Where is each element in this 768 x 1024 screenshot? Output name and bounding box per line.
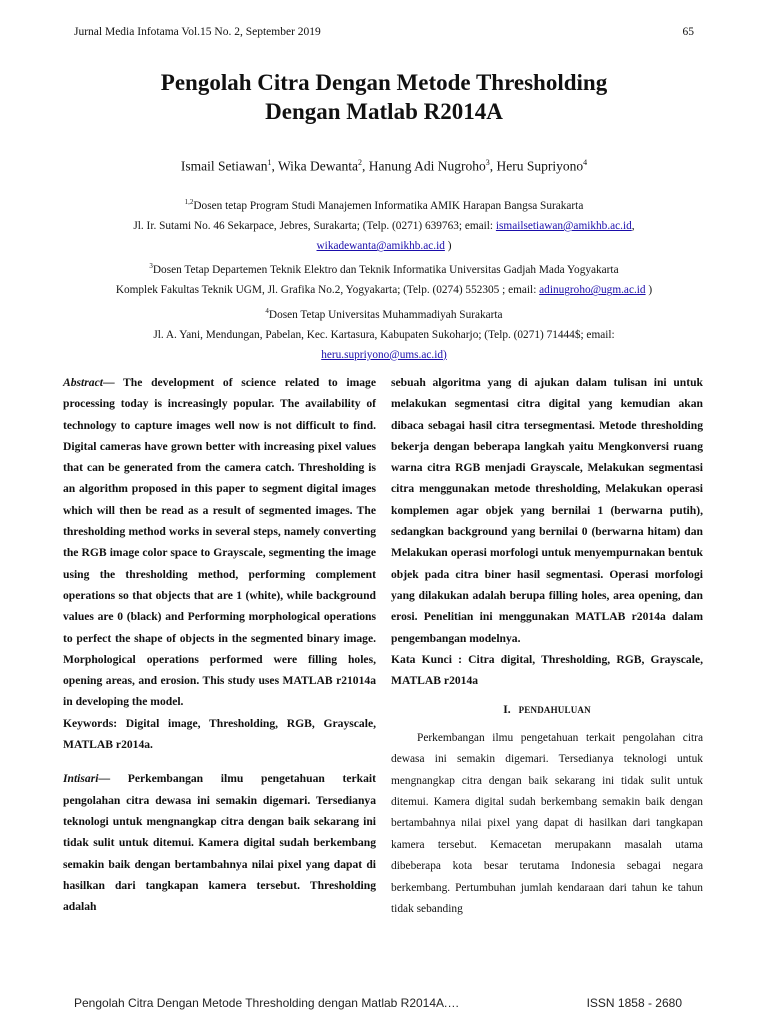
email-link[interactable]: ismailsetiawan@amikhb.ac.id [495, 219, 632, 232]
author-sup: 1 [267, 158, 272, 167]
dash: — [102, 376, 124, 389]
author-sup: 4 [583, 158, 588, 167]
abstract-keywords: Keywords: Digital image, Thresholding, RGB, Grayscale, MATLAB r2014a. [63, 716, 376, 752]
address-text: Jl. Ir. Sutami No. 46 Sekarpace, Jebres, Surakarta; (Telp. (0271) 639763; email: [133, 219, 496, 232]
intisari-paragraph [63, 768, 376, 917]
affiliation-4-address: Jl. A. Yani, Mendungan, Pabelan, Kec. Kartasura, Kabupaten Sukoharjo; (Telp. (0271) 71444$; email: [153, 328, 615, 341]
section-title: PENDAHULUAN [518, 705, 591, 716]
affiliation-sup: 3 [149, 262, 153, 271]
abstract-label: Abstract [63, 376, 103, 389]
close-paren: ) [645, 284, 653, 297]
affiliation-1-email-line [70, 236, 698, 256]
title-line-1: Pengolah Citra Dengan Metode Thresholding [160, 70, 608, 95]
abstract-paragraph [63, 372, 376, 713]
affiliation-4 [70, 301, 698, 325]
footer-title: Pengolah Citra Dengan Metode Thresholding dengan Matlab R2014A.… [74, 996, 460, 1010]
affiliation-text: Dosen Tetap Departemen Teknik Elektro dan Teknik Informatika Universitas Gadjah Mada Yogyakarta [152, 264, 619, 277]
abstract-text: The development of science related to image processing today is increasingly popular. The availability of technology to capture images well now is not difficult to find. Digital cameras have grown better with increasing pixel values that can be generated from the camera catch. Thresholding is an algorithm proposed in this paper to segment digital images which will then be read as a result of segmented images. The thresholding method works in several steps, namely converting the RGB image color space to Grayscale, segmenting the image using the thresholding method, performing complement operations so that objects that are 1 (white), while background values are 0 (black) and Performing morphological operations to perfect the shape of objects in the segmented binary image. Morphological operations performed were filling holes, opening areas, and erosion. This study uses MATLAB r21014a in developing the model. [63, 376, 376, 709]
close-paren: ) [444, 240, 452, 253]
author-list: Ismail Setiawan$^1$, Wika Dewanta$^2$, Hanung Adi Nugroho$^3$, Heru Supriyono$^4$ [180, 158, 588, 174]
affiliation-text: Dosen tetap Program Studi Manajemen Informatika AMIK Harapan Bangsa Surakarta [193, 199, 584, 212]
affiliation-3 [70, 256, 698, 280]
title-line-2: Dengan Matlab R2014A [265, 99, 503, 124]
author-name: Ismail Setiawan [180, 158, 268, 174]
affiliation-text: Dosen Tetap Universitas Muhammadiyah Surakarta [268, 308, 503, 321]
affiliations [70, 192, 698, 365]
spacer [63, 755, 376, 768]
intisari-initial: I [63, 772, 68, 786]
affiliation-4-email-line [70, 345, 698, 365]
email-link[interactable]: adinugroho@ugm.ac.id [539, 284, 646, 297]
author-name: Wika Dewanta [277, 158, 359, 174]
footer-issn: ISSN 1858 - 2680 [586, 996, 682, 1010]
section-heading [391, 699, 703, 721]
author-name: Hanung Adi Nugroho [368, 158, 486, 174]
author-name: Heru Supriyono [496, 158, 584, 174]
paper-title [60, 68, 708, 126]
intisari-keywords: Kata Kunci : Citra digital, Thresholding, RGB, Grayscale, MATLAB r2014a [391, 652, 703, 688]
address-text: Komplek Fakultas Teknik UGM, Jl. Grafika No.2, Yogyakarta; (Telp. (0274) 552305 ; email: [115, 284, 540, 297]
author-sup: 3 [485, 158, 490, 167]
left-column [63, 372, 376, 917]
page-number: 65 [682, 26, 694, 38]
affiliation-3-address [70, 280, 698, 300]
section-body: Perkembangan ilmu pengetahuan terkait pengolahan citra dewasa ini semakin digemari. Tersedianya teknologi untuk mengnangkap citra dengan baik sekarang ini tidak sulit untuk ditemui. Kamera digital sudah berkembang semakin baik dengan bertambahnya nilai pixel yang dapat di hasilkan dari tangkapan kamera tersebut. Kemacetan merupakann masalah utama dibeberapa kota besar terutama Indonesia sebagai negara berkembang. Pertumbuhan jumlah kendaraan dari tahun ke tahun tidak sebanding [391, 731, 703, 915]
intisari-continued: sebuah algoritma yang di ajukan dalam tulisan ini untuk melakukan segmentasi citra digital yang kemudian akan dibaca sebagai hasil citra tersegmentasi. Metode thresholding bekerja dengan beberapa langkah yaitu Mengkonversi ruang warna citra RGB menjadi Grayscale, Melakukan segmentasi citra menggunakan metode thresholding, Melakukan operasi komplemen agar objek yang bernilai 1 (berwarna putih), sedangkan background yang bernilai 0 (berwarna hitam) dan Melakukan operasi morfologi untuk menyempurnakan bentuk objek pada citra biner hasil segmentasi. Operasi morfologi yang dilakukan adalah berupa filling holes, area opening, dan erosi. Penelitian ini menggunakan MATLAB r2014a dalam pengembangan modelnya. [391, 376, 703, 645]
intisari-text-left: Perkembangan ilmu pengetahuan terkait pengolahan citra dewasa ini semakin digemari. Tersedianya teknologi untuk mengnangkap citra dengan baik sekarang ini tidak sulit untuk ditemui. Kamera digital sudah berkembang semakin baik dengan bertambahnya nilai pixel yang dapat di hasilkan dari tangkapan kamera tersebut. Thresholding adalah [63, 772, 376, 914]
page-footer [74, 996, 682, 1012]
right-column [391, 372, 703, 920]
email-link[interactable]: wikadewanta@amikhb.ac.id [316, 240, 445, 253]
affiliation-sup: 4 [265, 306, 269, 315]
journal-name: Jurnal Media Infotama Vol.15 No. 2, September 2019 [74, 26, 321, 38]
running-header [74, 26, 694, 42]
email-link[interactable]: heru.supriyono@ums.ac.id) [321, 348, 447, 361]
affiliation-1-address [70, 216, 698, 236]
intisari-label [63, 772, 98, 785]
dash: — [98, 772, 128, 786]
section-number: I. [503, 703, 511, 717]
intisari-label-rest: ntisari [67, 772, 99, 786]
separator: , [631, 219, 635, 232]
affiliation-1 [70, 192, 698, 216]
author-sup: 2 [358, 158, 363, 167]
affiliation-sup: 1,2 [184, 198, 194, 206]
